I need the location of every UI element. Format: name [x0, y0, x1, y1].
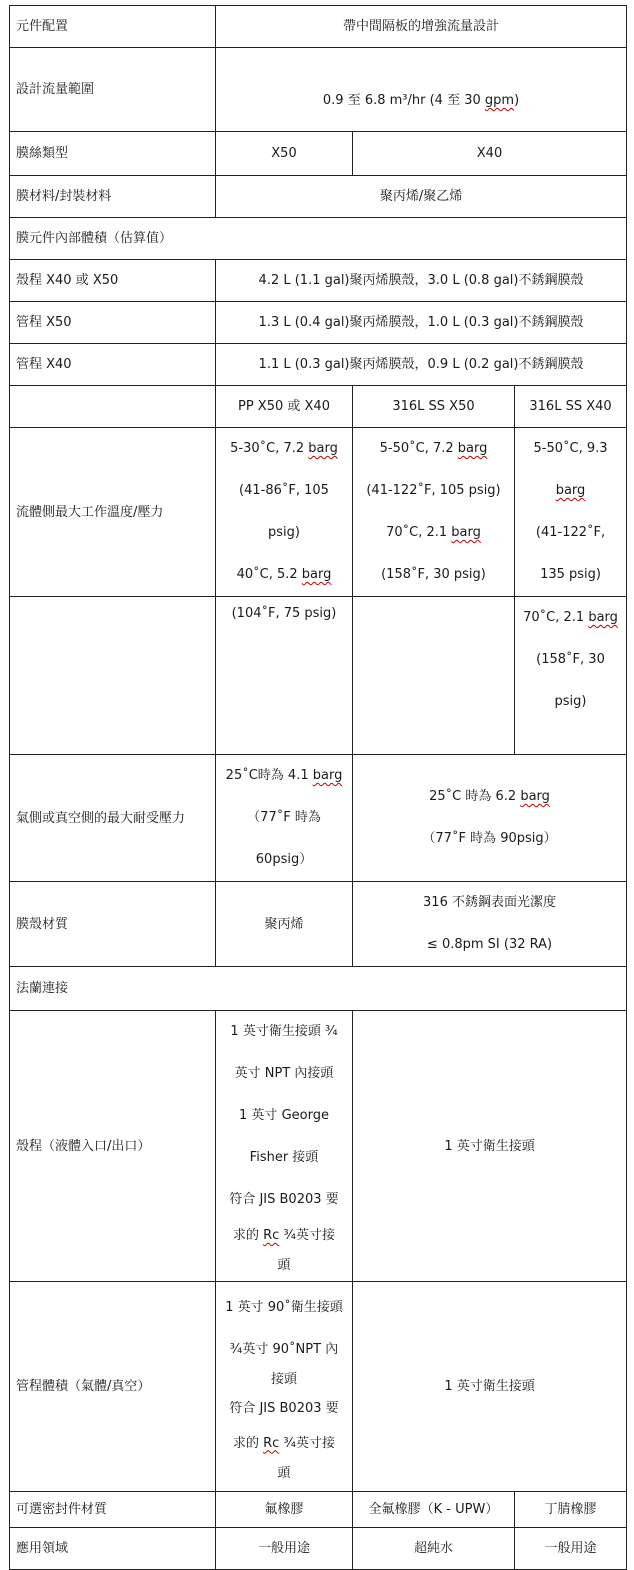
- row-shell-connection: [10, 1011, 627, 1282]
- max-temp-pp: [216, 428, 353, 597]
- value-material: 聚丙烯/聚乙烯: [216, 176, 627, 218]
- housing-ss-line2: ≤ 0.8pm SI (32 RA): [426, 937, 553, 952]
- tube-conn-pp-line2: ¾英寸 90˚NPT 內: [229, 1341, 339, 1357]
- flow-text-b: gpm: [484, 93, 515, 108]
- housing-pp: 聚丙烯: [216, 882, 353, 967]
- row-fiber: [10, 132, 627, 176]
- row-volume-header: [10, 218, 627, 260]
- gas-pp-unit: barg: [312, 768, 343, 783]
- label-shell-connection: 殼程（液體入口/出口）: [10, 1011, 216, 1282]
- max-temp-pp-line4: 40˚C, 5.2: [236, 567, 302, 582]
- shell-conn-pp-line6b: ¾英寸接: [279, 1228, 336, 1243]
- tube-connection-ss: 1 英寸衛生接頭: [353, 1282, 627, 1492]
- gas-ss-line1: 25˚C 時為 6.2: [429, 789, 521, 804]
- max-temp-ss50: [353, 428, 515, 597]
- gas-pressure-pp: [216, 755, 353, 882]
- shell-connection-pp: [216, 1011, 353, 1282]
- max-temp-pp-line3: psig): [268, 525, 300, 540]
- flow-text-a: 0.9 至 6.8 m³/hr (4 至 30: [322, 93, 485, 108]
- value-fiber-x50: X50: [216, 132, 353, 176]
- shell-connection-ss: 1 英寸衛生接頭: [353, 1011, 627, 1282]
- max-temp-ss50-line2: (41-122˚F, 105 psig): [366, 483, 501, 498]
- tube-conn-pp-line3: 接頭: [270, 1371, 297, 1387]
- row-flow: [10, 48, 627, 132]
- spec-table: [9, 5, 627, 1570]
- row-tube-connection: [10, 1282, 627, 1492]
- gas-ss-unit: barg: [520, 789, 550, 804]
- seal-pp: 氟橡膠: [216, 1492, 353, 1528]
- max-temp-ss40-unit1: barg: [555, 483, 586, 498]
- label-tube50-volume: 管程 X50: [10, 302, 216, 344]
- row-shell-volume: [10, 260, 627, 302]
- max-temp-pp-cont: (104˚F, 75 psig): [216, 597, 353, 755]
- row-tube50-volume: [10, 302, 627, 344]
- row-gas-pressure: [10, 755, 627, 882]
- seal-ss40: 丁腈橡膠: [515, 1492, 627, 1528]
- max-temp-ss50-unit2: barg: [451, 525, 481, 540]
- max-temp-ss40-line4: 70˚C, 2.1: [523, 610, 589, 625]
- tube-connection-pp: [216, 1282, 353, 1492]
- row-max-temp-cont: [10, 597, 627, 755]
- row-housing: [10, 882, 627, 967]
- shell-conn-pp-rc: Rc: [263, 1228, 280, 1243]
- row-application: [10, 1528, 627, 1570]
- row-flange: [10, 967, 627, 1011]
- label-max-temp: 流體側最大工作溫度/壓力: [10, 428, 216, 597]
- label-housing: 膜殼材質: [10, 882, 216, 967]
- label-config: 元件配置: [10, 6, 216, 48]
- shell-conn-pp-line3: 1 英寸 George: [239, 1108, 329, 1123]
- max-temp-ss40-line3: 135 psig): [540, 567, 601, 582]
- max-temp-pp-unit2: barg: [301, 567, 332, 582]
- tube-conn-pp-line1: 1 英寸 90˚衛生接頭: [225, 1299, 343, 1315]
- max-temp-ss40-line2: (41-122˚F,: [535, 525, 606, 540]
- label-gas-pressure: 氣側或真空側的最大耐受壓力: [10, 755, 216, 882]
- shell-conn-pp-line6a: 求的: [232, 1228, 264, 1243]
- value-tube40-volume: 1.1 L (0.3 gal)聚丙烯膜殼，0.9 L (0.2 gal)不銹鋼膜殼: [216, 344, 627, 386]
- value-flow: [216, 48, 627, 132]
- max-temp-ss40: [515, 428, 627, 597]
- label-flange: 法蘭連接: [10, 967, 627, 1011]
- shell-conn-pp-line7: 頭: [277, 1258, 291, 1273]
- shell-conn-pp-line2: 英寸 NPT 內接頭: [234, 1066, 334, 1081]
- max-temp-ss40-line6: psig): [554, 694, 587, 709]
- max-temp-ss50-line3: 70˚C, 2.1: [386, 525, 452, 540]
- label-tube40-volume: 管程 X40: [10, 344, 216, 386]
- application-pp: 一般用途: [216, 1528, 353, 1570]
- housing-ss-line1: 316 不銹鋼表面光潔度: [423, 895, 556, 910]
- gas-pressure-ss: [353, 755, 627, 882]
- shell-conn-pp-line1: 1 英寸衛生接頭 ¾: [230, 1024, 338, 1039]
- label-material: 膜材料/封裝材料: [10, 176, 216, 218]
- label-flow: 設計流量範圍: [10, 48, 216, 132]
- tube-conn-pp-line6: 頭: [277, 1465, 291, 1481]
- housing-ss: [353, 882, 627, 967]
- max-temp-ss40-cont: [515, 597, 627, 755]
- value-config: 帶中間隔板的增強流量設計: [216, 6, 627, 48]
- shell-conn-pp-line5: 符合 JIS B0203 要: [229, 1192, 339, 1207]
- tube-conn-pp-rc: Rc: [263, 1435, 280, 1451]
- seal-ss50: 全氟橡膠（K - UPW）: [353, 1492, 515, 1528]
- max-temp-ss40-unit2: barg: [588, 610, 618, 625]
- variant-ss40: 316L SS X40: [515, 386, 627, 428]
- row-variants: [10, 386, 627, 428]
- tube-conn-pp-line5a: 求的: [232, 1435, 264, 1451]
- shell-conn-pp-line4: Fisher 接頭: [249, 1150, 319, 1165]
- max-temp-ss40-line1: 5-50˚C, 9.3: [533, 441, 608, 456]
- label-max-temp-cont-empty: [10, 597, 216, 755]
- label-tube-connection: 管程體積（氣體/真空）: [10, 1282, 216, 1492]
- max-temp-pp-unit1: barg: [308, 441, 338, 456]
- max-temp-ss50-unit1: barg: [457, 441, 488, 456]
- label-fiber: 膜絲類型: [10, 132, 216, 176]
- gas-pp-line3: 60psig）: [255, 852, 313, 867]
- label-volume-header: 膜元件內部體積（估算值）: [10, 218, 627, 260]
- tube-conn-pp-line5b: ¾英寸接: [279, 1435, 336, 1451]
- row-seal: [10, 1492, 627, 1528]
- max-temp-ss50-line1: 5-50˚C, 7.2: [379, 441, 458, 456]
- tube-conn-pp-line4: 符合 JIS B0203 要: [229, 1400, 339, 1416]
- variant-pp: PP X50 或 X40: [216, 386, 353, 428]
- label-seal: 可選密封件材質: [10, 1492, 216, 1528]
- value-tube50-volume: 1.3 L (0.4 gal)聚丙烯膜殼，1.0 L (0.3 gal)不銹鋼膜殼: [216, 302, 627, 344]
- application-ss50: 超純水: [353, 1528, 515, 1570]
- gas-ss-line2: （77˚F 時為 90psig）: [422, 831, 557, 846]
- max-temp-ss50-line4: (158˚F, 30 psig): [381, 567, 486, 582]
- max-temp-ss40-line5: (158˚F, 30: [536, 652, 605, 667]
- application-ss40: 一般用途: [515, 1528, 627, 1570]
- gas-pp-line1: 25˚C時為 4.1: [225, 768, 313, 783]
- row-material: [10, 176, 627, 218]
- max-temp-ss50-cont: [353, 597, 515, 755]
- row-config: [10, 6, 627, 48]
- gas-pp-line2: （77˚F 時為: [247, 810, 321, 825]
- max-temp-pp-line1: 5-30˚C, 7.2: [230, 441, 309, 456]
- value-fiber-x40: X40: [353, 132, 627, 176]
- variant-ss50: 316L SS X50: [353, 386, 515, 428]
- row-max-temp: [10, 428, 627, 597]
- max-temp-pp-line2: (41-86˚F, 105: [239, 483, 329, 498]
- label-application: 應用領域: [10, 1528, 216, 1570]
- label-variants-empty: [10, 386, 216, 428]
- row-tube40-volume: [10, 344, 627, 386]
- flow-text-c: ): [514, 93, 520, 108]
- label-shell-volume: 殼程 X40 或 X50: [10, 260, 216, 302]
- value-shell-volume: 4.2 L (1.1 gal)聚丙烯膜殼，3.0 L (0.8 gal)不銹鋼膜殼: [216, 260, 627, 302]
